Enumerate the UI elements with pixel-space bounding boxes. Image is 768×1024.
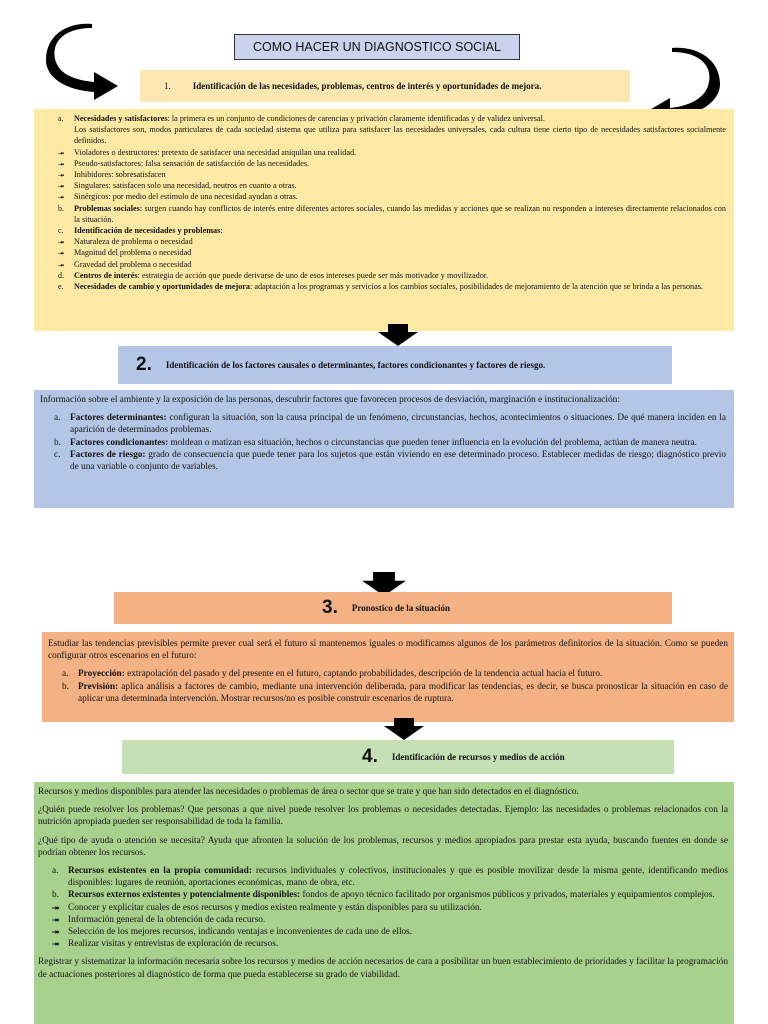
bullet-arrow-icon: ⯮: [58, 192, 65, 202]
item-text: Gravedad del problema o necesidad: [74, 259, 192, 269]
list-marker: b.: [54, 437, 61, 448]
item-text: Singulares: satisfacen solo una necesidad, neutros en cuanto a otras.: [74, 181, 297, 191]
list-marker: d.: [58, 270, 64, 280]
item-text: : estrategia de acción que puede derivarse de uno de esos intereses puede ser más motivador y movilizador.: [137, 270, 489, 280]
list-item: [58, 113, 726, 124]
section2-intro: Información sobre el ambiente y la exposición de las personas, descubrir factores que favorecen procesos de desviación, marginación e institucionalización:: [40, 395, 620, 405]
section4-list: [38, 865, 728, 950]
list-item: [58, 270, 726, 281]
list-item: [54, 437, 726, 449]
list-marker: a.: [62, 669, 69, 680]
list-item: [52, 938, 728, 950]
item-text: Realizar visitas y entrevistas de exploración de recursos.: [68, 939, 279, 950]
step3-title: Pronostico de la situación: [351, 603, 450, 613]
list-item: [54, 449, 726, 473]
section3-panel: [42, 632, 734, 722]
step4-title: Identificación de recursos y medios de acción: [391, 752, 565, 762]
section3-intro: Estudiar las tendencias previsibles permite prever cual será el futuro si mantenemos iguales o modificamos algunos de los parámetros definitorios de la situación. Como se pueden configurar otros escenarios en el futuro:: [48, 639, 728, 662]
list-marker: c.: [58, 226, 64, 236]
list-marker: c.: [54, 449, 61, 460]
item-term: Previsión:: [78, 681, 119, 692]
list-item: [58, 169, 726, 180]
section4-panel: [34, 782, 734, 1024]
item-text: fondos de apoyo técnico facilitado por organismos públicos y privados, materiales y equipamientos complejos.: [300, 890, 715, 901]
step3-heading: [114, 592, 672, 624]
list-item: [58, 147, 726, 158]
bullet-arrow-icon: ⯮: [58, 237, 65, 247]
step4-number: 4.: [362, 746, 378, 767]
curved-arrow-left-icon: [44, 22, 134, 102]
list-item: [58, 225, 726, 236]
item-text: Magnitud del problema o necesidad: [74, 248, 192, 258]
item-term: Proyección:: [78, 669, 125, 680]
list-item: [58, 281, 726, 292]
list-marker: a.: [58, 114, 64, 123]
step2-number: 2.: [136, 354, 152, 375]
item-term: Necesidades de cambio y oportunidades de mejora: [74, 282, 251, 292]
item-text: Información general de la obtención de cada recurso.: [68, 914, 266, 925]
list-item: [58, 236, 726, 247]
item-text: :: [220, 226, 223, 236]
item-text: aplica análisis a factores de cambio, mediante una intervención deliberada, para modificar las tendencias, es decir, se busca pronosticar la situación en caso de aplicar una determinada intervención. Mostrar recursos/no es posible construir escenarios de ruptura.: [78, 681, 728, 704]
item-text: Sinérgicos: por medio del estímulo de una necesidad ayudan a otras.: [74, 192, 298, 202]
section1-panel: [34, 109, 734, 331]
item-text: Selección de los mejores recursos, indicando ventajas e inconvenientes de cada uno de ellos.: [68, 927, 413, 938]
section2-list: [40, 412, 726, 473]
bullet-arrow-icon: ⯮: [52, 902, 60, 913]
step1-title: Identificación de las necesidades, problemas, centros de interés y oportunidades de mejora.: [192, 81, 542, 91]
bullet-arrow-icon: ⯮: [58, 147, 65, 157]
item-text: recursos individuales y colectivos, institucionales y que es posible movilizar desde la misma gente, identificando medios disponibles: lugares de reunión, aportaciones económicas, mano de obra, etc.: [68, 866, 728, 889]
down-arrow-icon: [384, 718, 424, 740]
page-title: COMO HACER UN DIAGNOSTICO SOCIAL: [234, 34, 520, 60]
step1-heading: [140, 70, 630, 102]
list-marker: b.: [52, 890, 59, 901]
item-text: Los satisfactores son, modos particulares de cada sociedad sistema que utiliza para satisfacer las necesidades universales, cada cultura tiene cierto tipo de necesidades satisfactores socialmente definidos.: [74, 125, 726, 146]
section4-paragraph-1: Recursos y medios disponibles para atender las necesidades o problemas de área o sector que se trate y que han sido detectados en el diagnóstico.: [38, 787, 579, 797]
item-term: Recursos externos existentes y potencialmente disponibles:: [68, 890, 301, 901]
item-text: : adaptación a los programas y servicios a los cambios sociales, posibilidades de mejoramiento de la atención que se brinda a las personas.: [250, 282, 703, 292]
item-text: : la primera es un conjunto de condiciones de carencias y privación claramente identificadas y de validez universal.: [167, 114, 545, 123]
section4-paragraph-2: ¿Quién puede resolver los problemas? Que personas a que nivel puede resolver los problemas o necesidades detectadas. Ejemplo: las necesidades o problemas relacionados con la nutrición apropiada pueden ser responsabilidad de toda la familia.: [38, 805, 728, 828]
item-text: extrapolación del pasado y del presente en el futuro, captando probabilidades, descripción de la tendencia actual hacia el futuro.: [124, 669, 603, 680]
down-arrow-icon: [378, 324, 418, 346]
bullet-arrow-icon: ⯮: [52, 939, 60, 950]
list-item: [58, 259, 726, 270]
section4-paragraph-3: ¿Qué tipo de ayuda o atención se necesita? Ayuda que afronten la solución de los problemas, recursos y medios apropiados para prestar esta ayuda, buscando fuentes en donde se podrían obtener los recursos.: [38, 835, 728, 858]
item-term: Factores de riesgo:: [70, 449, 146, 460]
item-term: Recursos existentes en la propia comunidad:: [68, 866, 252, 877]
item-text: configuran la situación, son la causa principal de un fenómeno, circunstancias, hechos, acontecimientos o situaciones. De qué manera inciden en la aparición de determinados problemas.: [70, 413, 727, 436]
list-item: [52, 865, 728, 889]
item-term: Identificación de necesidades y problemas: [74, 226, 221, 236]
list-item: [58, 180, 726, 191]
list-item: [52, 926, 728, 938]
step4-heading: [122, 740, 674, 774]
bullet-arrow-icon: ⯮: [58, 170, 65, 180]
list-marker: e.: [58, 282, 64, 292]
list-item: [58, 203, 726, 225]
list-item: [52, 902, 728, 914]
item-text: Inhibidores: sobresatisfacen: [74, 170, 166, 180]
item-text: grado de consecuencia que puede tener para los sujetos que están viviendo en ese determinado proceso. Establecer medidas de riesgo; diagnóstico previo de una variable o conjunto de variables.: [70, 449, 726, 473]
step2-title: Identificación de los factores causales o determinantes, factores condicionantes y factores de riesgo.: [165, 360, 546, 370]
list-item: [58, 247, 726, 258]
bullet-arrow-icon: ⯮: [58, 181, 65, 191]
list-item: [54, 412, 726, 436]
list-marker: b.: [58, 203, 64, 213]
list-item: [62, 668, 728, 680]
item-text: : surgen cuando hay conflictos de interés entre diferentes actores sociales, cuando las medidas y acciones que se realizan no responden a intereses directamente relacionados con la situación.: [74, 203, 726, 224]
section3-list: [48, 668, 728, 705]
section2-panel: [34, 390, 734, 508]
bullet-arrow-icon: ⯮: [58, 158, 65, 168]
item-text: Naturaleza de problema o necesidad: [74, 237, 193, 247]
list-marker: a.: [52, 866, 59, 877]
section4-paragraph-4: Registrar y sistematizar la información necesaria sobre los recursos y medios de acción necesarios de cara a posibilitar un buen establecimiento de prioridades y facilitar la programación de actuaciones posteriores al diagnóstico de forma que pueda establecerse su grado de viabilidad.: [38, 957, 728, 980]
item-text: Violadores o destructores: pretexto de satisfacer una necesidad aniquilan una realidad.: [74, 147, 357, 157]
bullet-arrow-icon: ⯮: [58, 259, 65, 269]
step1-number: 1.: [164, 81, 171, 91]
item-term: Factores condicionantes:: [70, 437, 169, 448]
item-text: Conocer y explicitar cuales de esos recursos y medios existen realmente y están disponibles para su utilización.: [68, 902, 482, 913]
step2-heading: [118, 346, 672, 384]
list-marker: b.: [62, 681, 69, 692]
step3-number: 3.: [322, 597, 338, 618]
list-marker: a.: [54, 413, 61, 424]
item-term: Problemas sociales: [74, 203, 140, 213]
item-term: Factores determinantes:: [70, 413, 167, 424]
item-text: Pseudo-satisfactores: falsa sensación de satisfacción de las necesidades.: [74, 158, 310, 168]
list-item: [62, 681, 728, 705]
list-item: [58, 191, 726, 202]
list-item: [58, 124, 726, 146]
bullet-arrow-icon: ⯮: [58, 248, 65, 258]
list-item: [52, 889, 728, 901]
list-item: [52, 914, 728, 926]
bullet-arrow-icon: ⯮: [52, 914, 60, 925]
item-term: Necesidades y satisfactores: [74, 114, 168, 123]
item-text: moldean o matizan esa situación, hechos o circunstancias que pueden tener influencia en la evolución del problema, actúan de manera neutra.: [168, 437, 697, 448]
item-term: Centros de interés: [74, 270, 138, 280]
list-item: [58, 158, 726, 169]
bullet-arrow-icon: ⯮: [52, 927, 60, 938]
